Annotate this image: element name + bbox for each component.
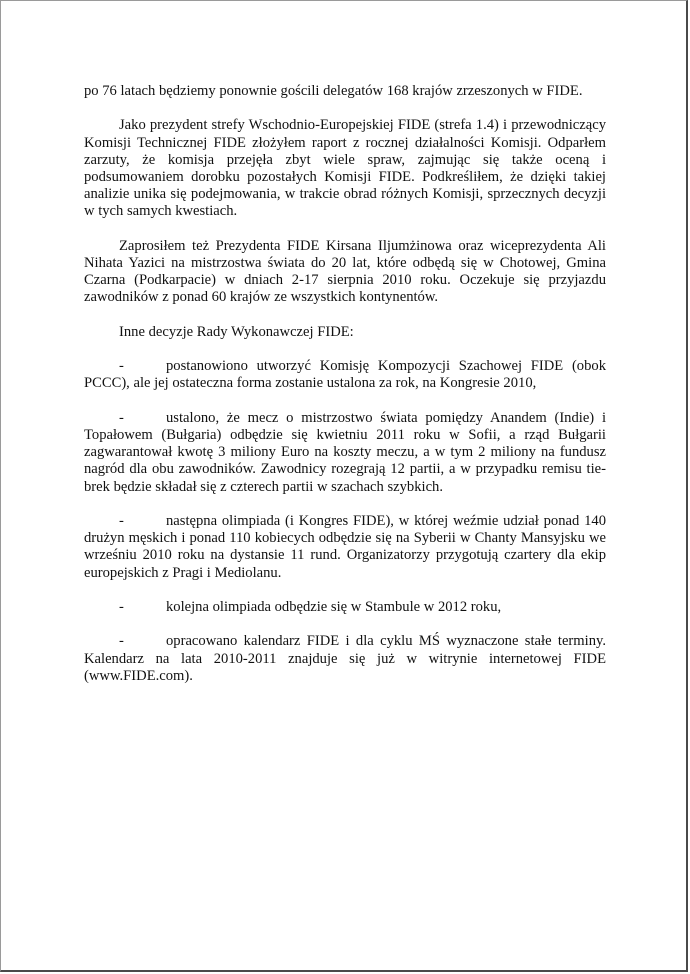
list-item <box>84 599 606 616</box>
list-item-text: kolejna olimpiada odbędzie się w Stambule w 2012 roku, <box>166 598 502 615</box>
list-dash: - <box>119 633 124 650</box>
list-dash: - <box>119 409 124 426</box>
list-item-text: opracowano kalendarz FIDE i dla cyklu MŚ wyznaczone stałe terminy. Kalendarz na lata 2010-2011 znajduje się już w witrynie internetowej FIDE (www.FIDE.com). <box>84 633 606 684</box>
list-item-text: ustalono, że mecz o mistrzostwo świata pomiędzy Anandem (Indie) i Topałowem (Bułgaria) odbędzie się kwietniu 2011 roku w Sofii, a rząd Bułgarii zagwarantował kwotę 3 miliony Euro na koszty meczu, a w tym 2 miliony na fundusz nagród dla obu zawodników. Zawodnicy rozegrają 12 partii, a w przypadku remisu tie-brek będzie składał się z czterech partii w szachach szybkich. <box>84 409 606 495</box>
list-item <box>84 410 606 496</box>
paragraph: Jako prezydent strefy Wschodnio-Europejskiej FIDE (strefa 1.4) i przewodniczący Komisji Technicznej FIDE złożyłem raport z rocznej działalności Komisji. Odparłem zarzuty, że komisja przejęła zbyt wiele spraw, zajmując się także oceną i podsumowaniem dorobku pozostałych Komisji FIDE. Podkreśliłem, że dzięki takiej analizie unika się podejmowania, w trakcie obrad różnych Komisji, sprzecznych decyzji w tych samych kwestiach. <box>84 117 606 220</box>
list-item <box>84 633 606 685</box>
list-item-text: postanowiono utworzyć Komisję Kompozycji Szachowej FIDE (obok PCCC), ale jej ostateczna forma zostanie ustalona za rok, na Kongresie 2010, <box>84 358 606 392</box>
paragraph: po 76 latach będziemy ponownie gościli delegatów 168 krajów zrzeszonych w FIDE. <box>84 83 583 99</box>
list-item <box>84 358 606 392</box>
document-body <box>84 83 606 702</box>
paragraph: Inne decyzje Rady Wykonawczej FIDE: <box>119 323 354 340</box>
paragraph: Zaprosiłem też Prezydenta FIDE Kirsana Iljumżinowa oraz wiceprezydenta Ali Nihata Yazici na mistrzostwa świata do 20 lat, które odbędą się w Chotowej, Gmina Czarna (Podkarpacie) w dniach 2-17 sierpnia 2010 roku. Oczekuje się przyjazdu zawodników z ponad 60 krajów ze wszystkich kontynentów. <box>84 237 606 306</box>
list-dash: - <box>119 358 124 375</box>
list-item-text: następna olimpiada (i Kongres FIDE), w której weźmie udział ponad 140 drużyn męskich i ponad 110 kobiecych odbędzie się na Syberii w Chanty Mansyjsku we wrześniu 2010 roku na dystansie 11 rund. Organizatorzy przygotują czartery dla ekip europejskich z Pragi i Mediolanu. <box>84 512 606 581</box>
list-dash: - <box>119 512 124 529</box>
list-dash: - <box>119 598 124 615</box>
list-item <box>84 513 606 582</box>
